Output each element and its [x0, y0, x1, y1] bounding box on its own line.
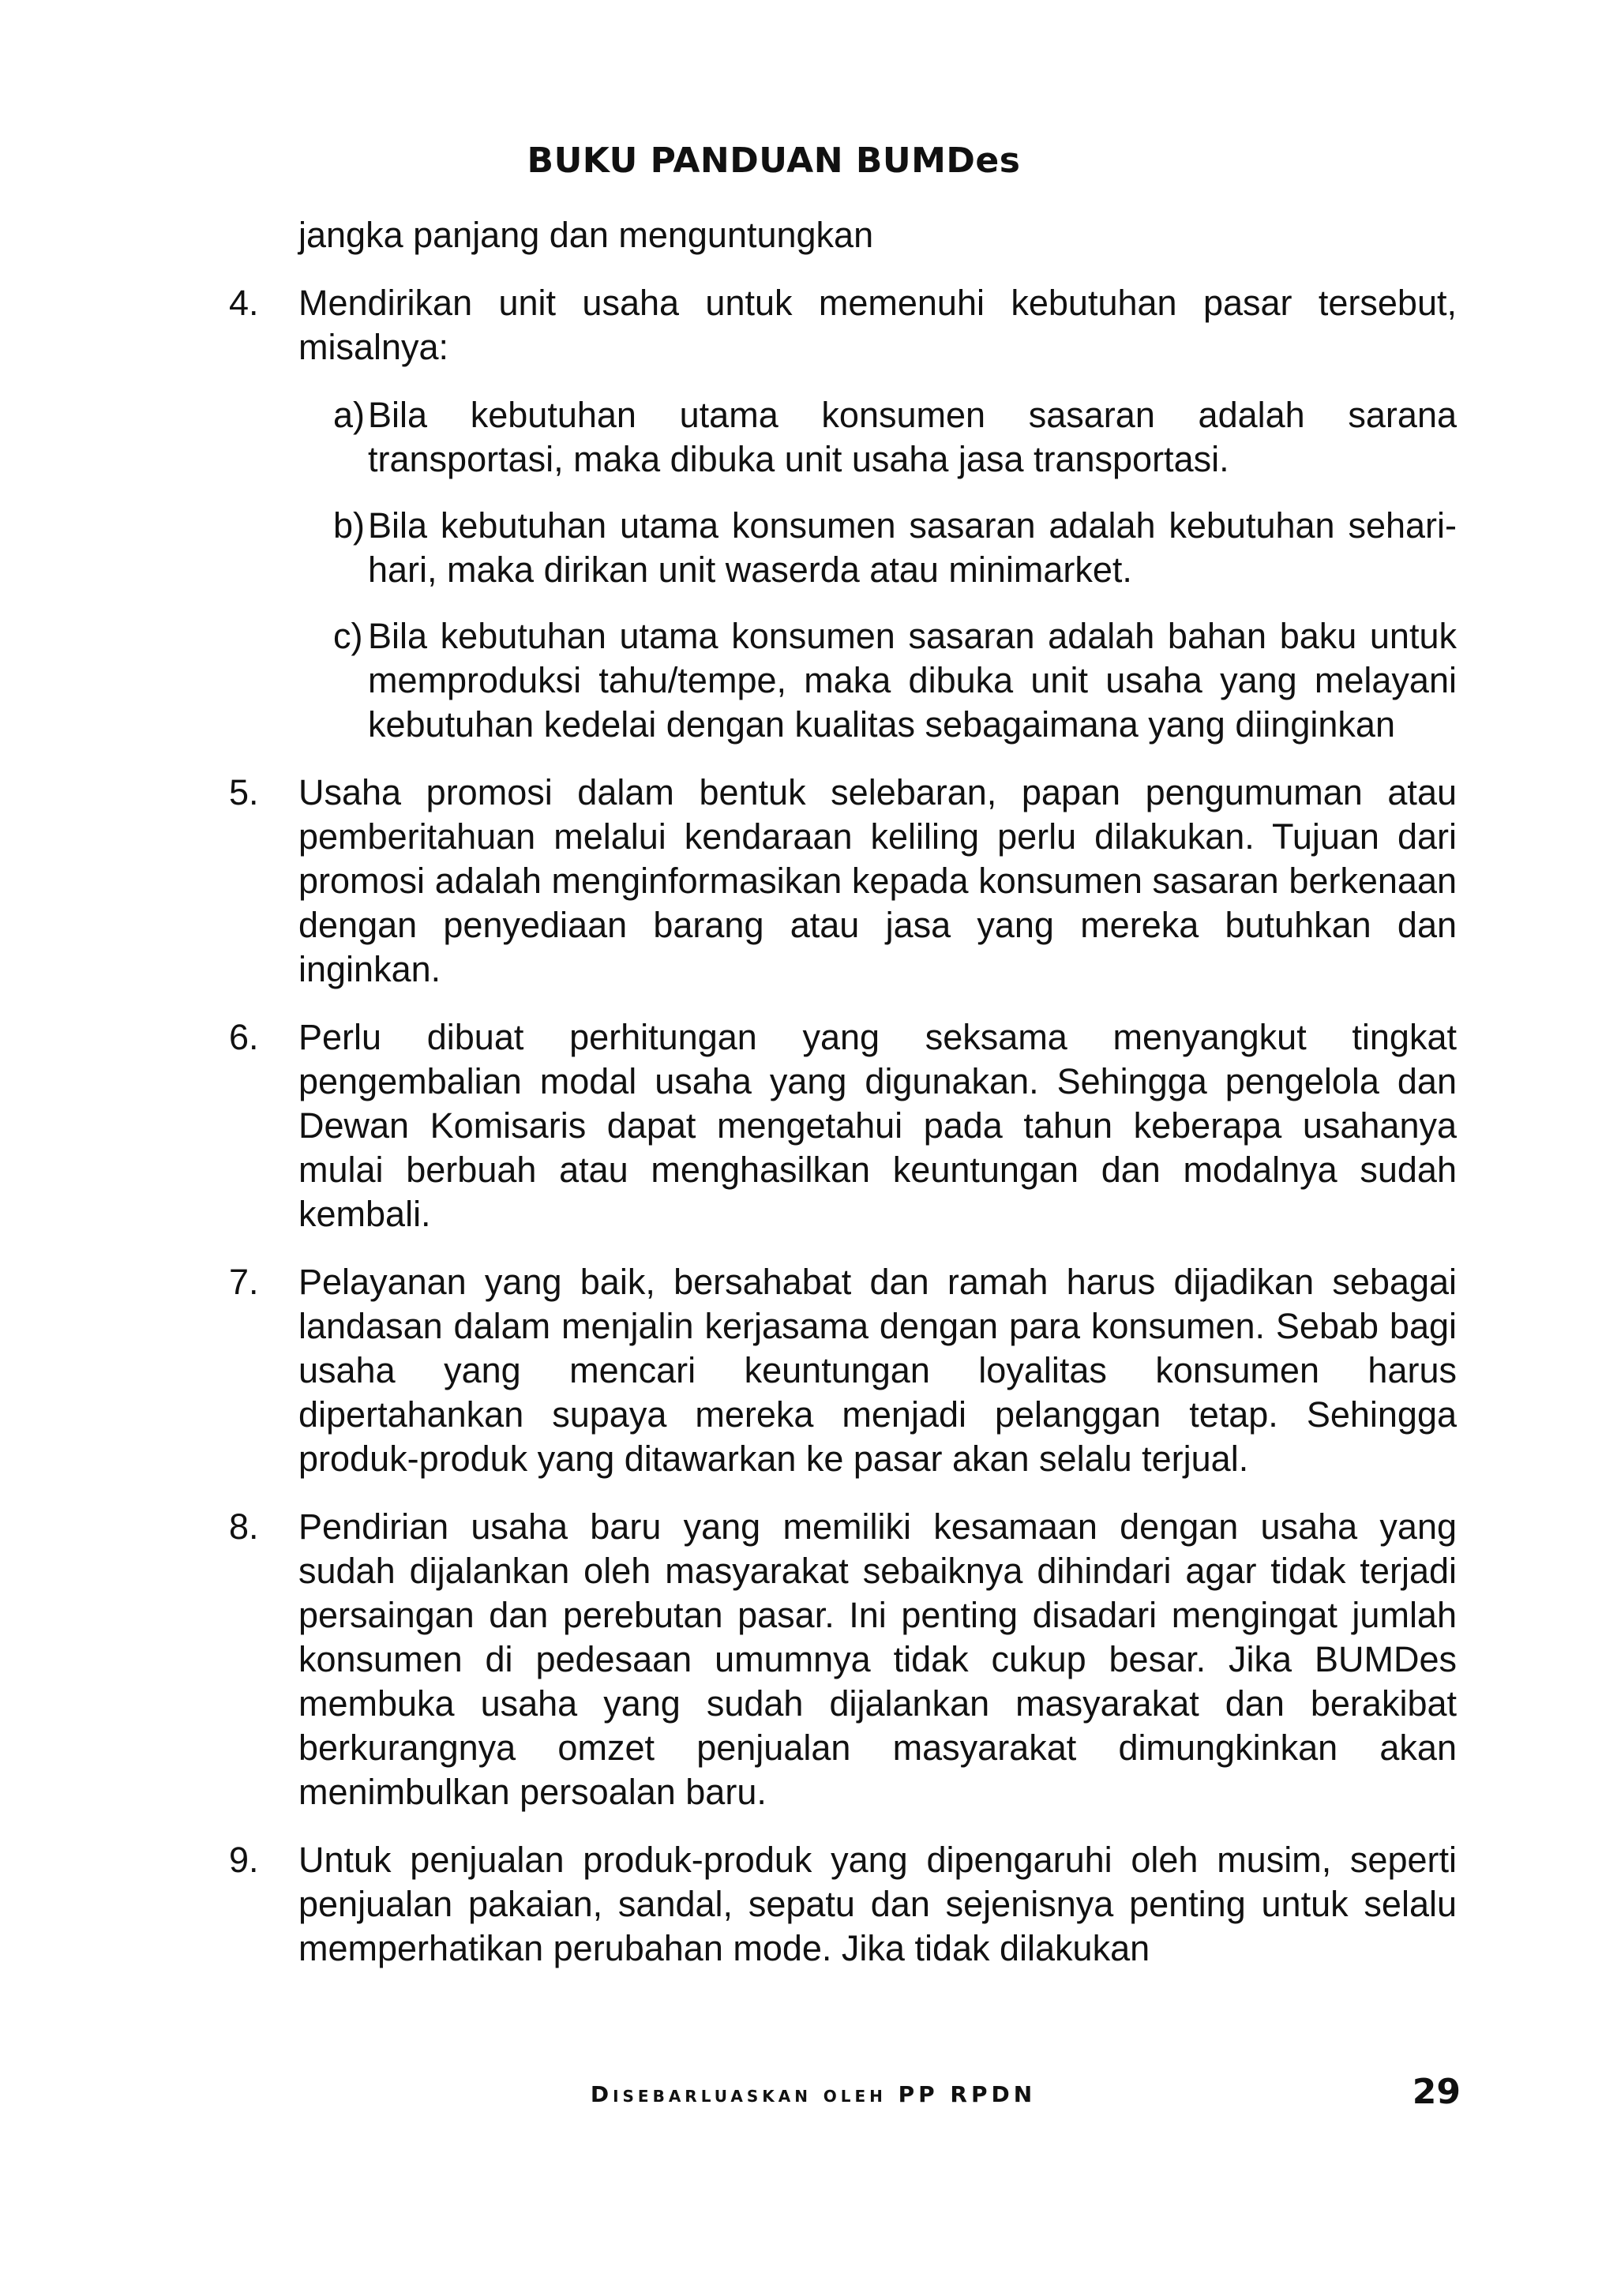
list-item-7: [229, 1260, 1457, 1481]
sub-item-b: [298, 504, 1457, 592]
page-number: 29: [1412, 2072, 1461, 2112]
list-item-5: [229, 771, 1457, 992]
sub-list: [298, 393, 1457, 747]
list-item-number: 7.: [229, 1262, 259, 1302]
list-item-text: Pelayanan yang baik, bersahabat dan ramah harus dijadikan sebagai landasan dalam menjalin kerjasama dengan para konsumen. Sebab bagi usaha yang mencari keuntungan loyalitas konsumen harus dipertahankan supaya mereka menjadi pelanggan tetap. Sehingga produk-produk yang ditawarkan ke pasar akan selalu terjual.: [298, 1262, 1457, 1479]
sub-item-a: [298, 393, 1457, 482]
list-item-text: Untuk penjualan produk-produk yang dipengaruhi oleh musim, seperti penjualan pakaian, sandal, sepatu dan sejenisnya penting untuk selalu memperhatikan perubahan mode. Jika tidak dilakukan: [298, 1840, 1457, 1968]
list-item-number: 5.: [229, 772, 259, 812]
list-item-text: Usaha promosi dalam bentuk selebaran, papan pengumuman atau pemberitahuan melalui kendaraan keliling perlu dilakukan. Tujuan dari promosi adalah menginformasikan kepada konsumen sasaran berkenaan dengan penyediaan barang atau jasa yang mereka butuhkan dan inginkan.: [298, 772, 1457, 989]
list-item-4: [229, 281, 1457, 747]
sub-item-label: a): [333, 395, 366, 435]
continuation-text: jangka panjang dan menguntungkan: [298, 215, 874, 255]
list-item-body: [298, 281, 1457, 747]
sub-item-label: c): [333, 616, 363, 656]
sub-item-text: Bila kebutuhan utama konsumen sasaran adalah kebutuhan sehari-hari, maka dirikan unit waserda atau minimarket.: [368, 505, 1457, 590]
list-item-number: 4.: [229, 283, 259, 323]
list-item-text: Perlu dibuat perhitungan yang seksama menyangkut tingkat pengembalian modal usaha yang digunakan. Sehingga pengelola dan Dewan Komisaris dapat mengetahui pada tahun keberapa usahanya mulai berbuah atau menghasilkan keuntungan dan modalnya sudah kembali.: [298, 1017, 1457, 1234]
list-item-number: 8.: [229, 1506, 259, 1547]
list-item-number: 6.: [229, 1017, 259, 1057]
page-content: [229, 213, 1457, 1994]
list-item-text: Mendirikan unit usaha untuk memenuhi kebutuhan pasar tersebut, misalnya:: [298, 283, 1457, 367]
page-footer-text: Disebarluaskan oleh PP RPDN: [590, 2081, 1037, 2107]
list-item-8: [229, 1505, 1457, 1814]
list-item-number: 9.: [229, 1840, 259, 1880]
sub-item-c: [298, 614, 1457, 747]
list-item-6: [229, 1015, 1457, 1236]
list-item-text: Pendirian usaha baru yang memiliki kesamaan dengan usaha yang sudah dijalankan oleh masyarakat sebaiknya dihindari agar tidak terjadi persaingan dan perebutan pasar. Ini penting disadari mengingat jumlah konsumen di pedesaan umumnya tidak cukup besar. Jika BUMDes membuka usaha yang sudah dijalankan masyarakat dan berakibat berkurangnya omzet penjualan masyarakat dimungkinkan akan menimbulkan persoalan baru.: [298, 1506, 1457, 1812]
list-item-9: [229, 1838, 1457, 1971]
sub-item-label: b): [333, 505, 366, 546]
sub-item-text: Bila kebutuhan utama konsumen sasaran adalah sarana transportasi, maka dibuka unit usaha jasa transportasi.: [368, 395, 1457, 479]
page-header-title: BUKU PANDUAN BUMDes: [527, 141, 1021, 181]
sub-item-text: Bila kebutuhan utama konsumen sasaran adalah bahan baku untuk memproduksi tahu/tempe, maka dibuka unit usaha yang melayani kebutuhan kedelai dengan kualitas sebagaimana yang diinginkan: [368, 616, 1457, 745]
